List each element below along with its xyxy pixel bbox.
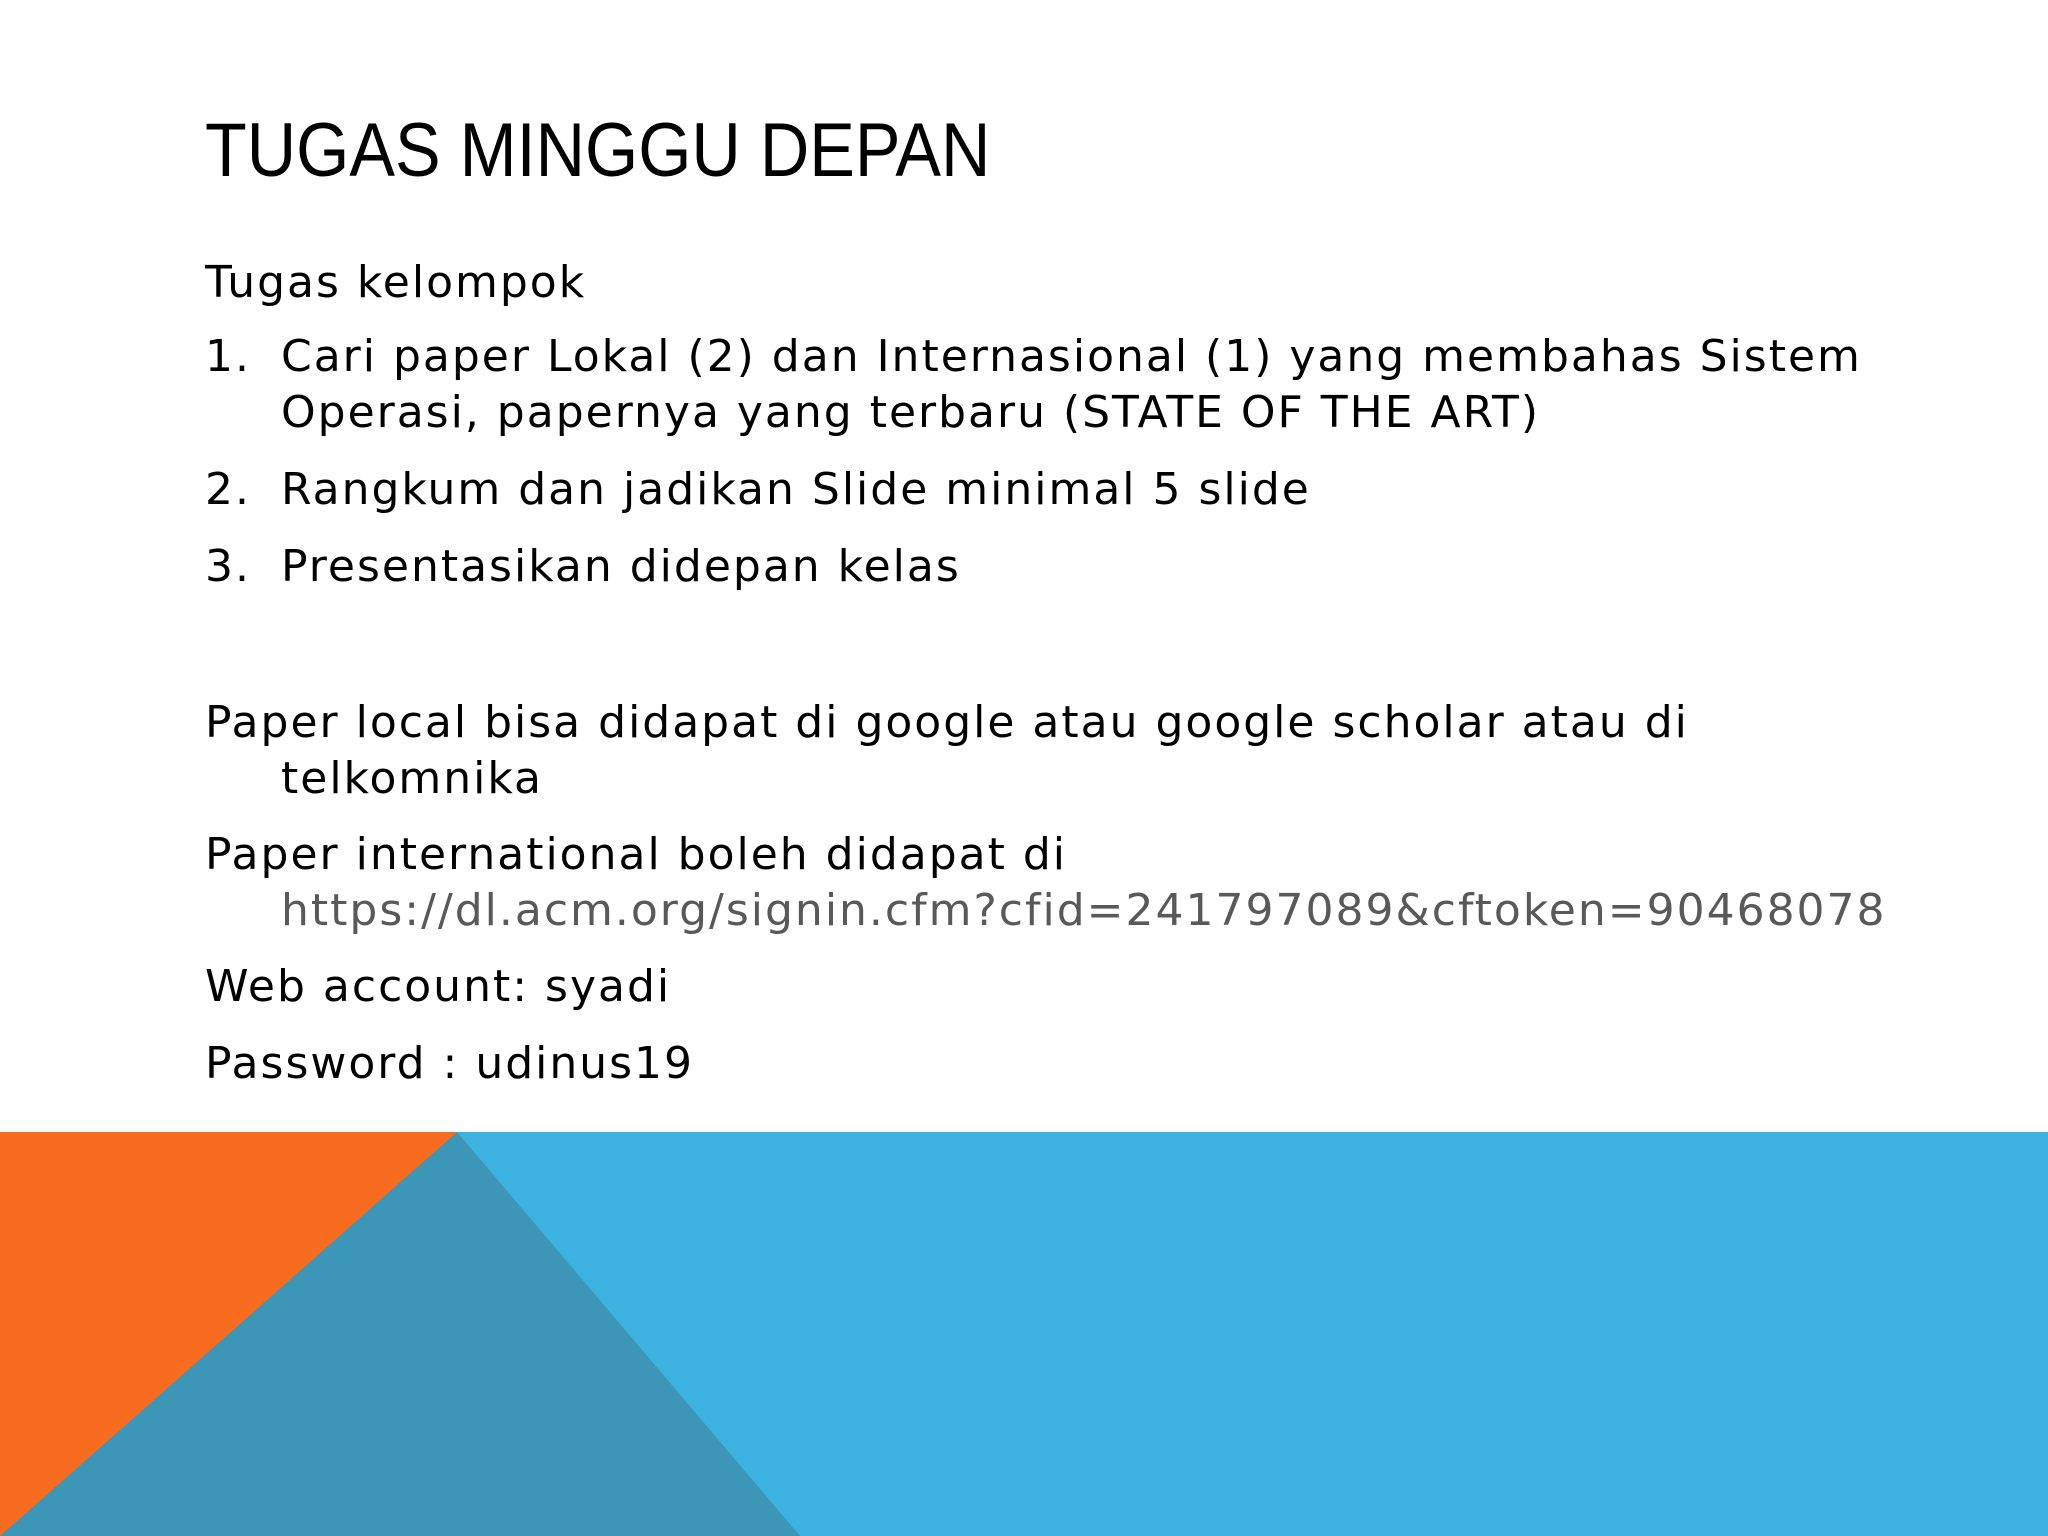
- paper-local-line: Paper local bisa didapat di google atau google scholar atau di: [205, 697, 1689, 748]
- footer-decoration: [0, 1132, 2048, 1536]
- list-item: [205, 539, 1925, 595]
- paper-local-line: telkomnika: [281, 753, 544, 804]
- list-item: [205, 462, 1925, 518]
- acm-link[interactable]: https://dl.acm.org/signin.cfm?cfid=241797089&cftoken=90468078: [281, 885, 1887, 936]
- paper-international-line: Paper international boleh didapat di: [205, 829, 1068, 880]
- paper-international-text: [205, 827, 1925, 939]
- list-item-line: Operasi, papernya yang terbaru (STATE OF THE ART): [281, 387, 1541, 438]
- password-text: Password : udinus19: [205, 1038, 695, 1089]
- list-number: 2.: [205, 464, 251, 515]
- list-number: 3.: [205, 541, 251, 592]
- slide-body: [205, 255, 1925, 1113]
- spacer: [205, 616, 1925, 695]
- list-item-line: Presentasikan didepan kelas: [281, 541, 961, 592]
- list-item-line: Rangkum dan jadikan Slide minimal 5 slide: [281, 464, 1311, 515]
- list-item: [205, 329, 1925, 441]
- list-number: 1.: [205, 331, 251, 382]
- slide-title: TUGAS MINGGU DEPAN: [205, 108, 991, 193]
- intro-text: Tugas kelompok: [205, 257, 587, 308]
- web-account-text: Web account: syadi: [205, 961, 672, 1012]
- paper-local-text: [205, 695, 1925, 807]
- list-item-line: Cari paper Lokal (2) dan Internasional (1) yang membahas Sistem: [281, 331, 1862, 382]
